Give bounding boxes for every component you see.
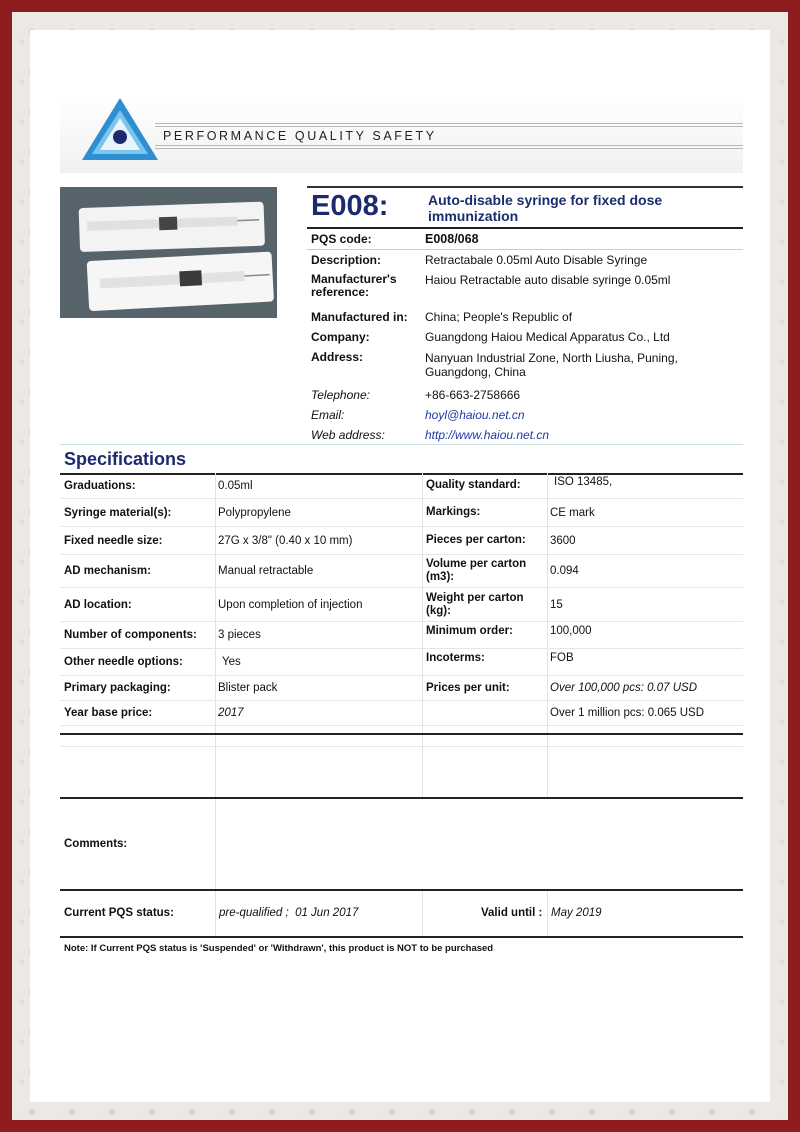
spec-label: Number of components: — [64, 629, 197, 641]
table-row — [60, 588, 743, 622]
web-address-label: Web address: — [311, 427, 385, 442]
spec-value: Over 1 million pcs: 0.065 USD — [550, 707, 705, 719]
spec-label: Weight per carton (kg): — [426, 591, 524, 617]
spec-label: Syringe material(s): — [64, 506, 172, 519]
manufactured-in-label: Manufactured in: — [311, 309, 408, 324]
web-address-row — [307, 425, 743, 445]
spec-value: 0.094 — [550, 565, 579, 577]
product-code: E008: — [311, 190, 389, 222]
spec-value: 100,000 — [550, 625, 592, 637]
spec-label: Pieces per carton: — [426, 534, 526, 546]
email-label: Email: — [311, 407, 345, 422]
valid-until-label: Valid until : — [481, 907, 543, 919]
email-link[interactable]: hoyl@haiou.net.cn — [425, 408, 525, 422]
manufacturer-reference-row — [307, 270, 743, 307]
valid-until-value: May 2019 — [551, 907, 602, 919]
spec-label: Minimum order: — [426, 625, 513, 637]
table-row — [60, 676, 743, 701]
address-value: Nanyuan Industrial Zone, North Liusha, Puning, Guangdong, China — [425, 351, 678, 379]
description-value: Retractabale 0.05ml Auto Disable Syringe — [425, 253, 648, 267]
pqs-code-value: E008/068 — [425, 232, 479, 246]
spec-label: Incoterms: — [426, 652, 485, 664]
spec-label — [426, 701, 546, 725]
spec-value: Blister pack — [218, 682, 278, 694]
manufactured-in-value: China; People's Republic of — [425, 310, 573, 324]
spec-label: Graduations: — [64, 479, 136, 492]
telephone-label: Telephone: — [311, 387, 370, 402]
spec-value: 27G x 3/8" (0.40 x 10 mm) — [218, 534, 353, 547]
email-row — [307, 405, 743, 425]
spec-value: Over 100,000 pcs: 0.07 USD — [550, 682, 698, 694]
table-row — [60, 499, 743, 527]
spec-value: Polypropylene — [218, 506, 291, 519]
product-title: Auto-disable syringe for fixed dose immunization — [428, 192, 663, 224]
section-divider — [60, 797, 743, 799]
company-row — [307, 327, 743, 347]
spec-value: 2017 — [218, 707, 244, 719]
specifications-heading — [60, 444, 743, 475]
manufacturer-reference-value: Haiou Retractable auto disable syringe 0.05ml — [425, 273, 671, 287]
spec-value: 3600 — [550, 534, 576, 547]
spec-label: Quality standard: — [426, 479, 521, 491]
specifications-table — [60, 473, 743, 747]
table-row — [60, 622, 743, 649]
comments-label: Comments: — [64, 838, 128, 850]
spec-value: Yes — [222, 656, 241, 668]
section-divider — [60, 936, 743, 938]
spec-label: Fixed needle size: — [64, 534, 163, 547]
section-divider — [60, 733, 743, 735]
web-address-link[interactable]: http://www.haiou.net.cn — [425, 428, 550, 442]
pqs-logo-icon — [80, 96, 160, 162]
spec-value: 0.05ml — [218, 479, 253, 492]
table-row — [60, 649, 743, 676]
spec-label: AD location: — [64, 598, 132, 611]
address-label: Address: — [311, 350, 364, 364]
pqs-status-label: Current PQS status: — [64, 907, 174, 919]
pqs-code-label: PQS code: — [311, 231, 372, 246]
address-row — [307, 347, 743, 385]
pqs-code-row — [307, 229, 743, 250]
spec-value: Manual retractable — [218, 565, 314, 577]
header-tagline: PERFORMANCE QUALITY SAFETY — [163, 129, 437, 143]
product-summary — [307, 186, 743, 445]
section-divider — [60, 889, 743, 891]
pqs-status-value: pre-qualified ; 01 Jun 2017 — [219, 907, 359, 919]
table-row — [60, 726, 743, 747]
telephone-row — [307, 385, 743, 405]
spec-label: Other needle options: — [64, 656, 183, 668]
spec-value: FOB — [550, 652, 574, 664]
spec-value: 3 pieces — [218, 629, 261, 641]
purchase-note: Note: If Current PQS status is 'Suspended' or 'Withdrawn', this product is NOT to be purchased — [64, 943, 494, 954]
spec-label: AD mechanism: — [64, 565, 151, 577]
table-row — [60, 527, 743, 555]
spec-label: Volume per carton (m3): — [426, 558, 527, 583]
company-value: Guangdong Haiou Medical Apparatus Co., Ltd — [425, 330, 670, 344]
specifications-title: Specifications — [64, 449, 187, 469]
telephone-value: +86-663-2758666 — [425, 388, 521, 402]
spec-label: Year base price: — [64, 707, 153, 719]
table-row — [60, 473, 743, 499]
spec-value: 15 — [550, 598, 563, 611]
table-row — [60, 701, 743, 726]
spec-value: CE mark — [550, 506, 595, 519]
spec-value: Upon completion of injection — [218, 598, 363, 611]
spec-label: Markings: — [426, 506, 481, 518]
table-row — [60, 555, 743, 588]
company-label: Company: — [311, 329, 370, 344]
syringe-product-photo — [60, 187, 277, 318]
manufactured-in-row — [307, 307, 743, 327]
spec-label: Prices per unit: — [426, 681, 510, 694]
spec-label: Primary packaging: — [64, 682, 171, 694]
spec-value: ISO 13485, — [554, 476, 613, 488]
manufacturer-reference-label: Manufacturer's reference: — [311, 272, 397, 299]
description-row — [307, 250, 743, 270]
description-label: Description: — [311, 252, 382, 267]
